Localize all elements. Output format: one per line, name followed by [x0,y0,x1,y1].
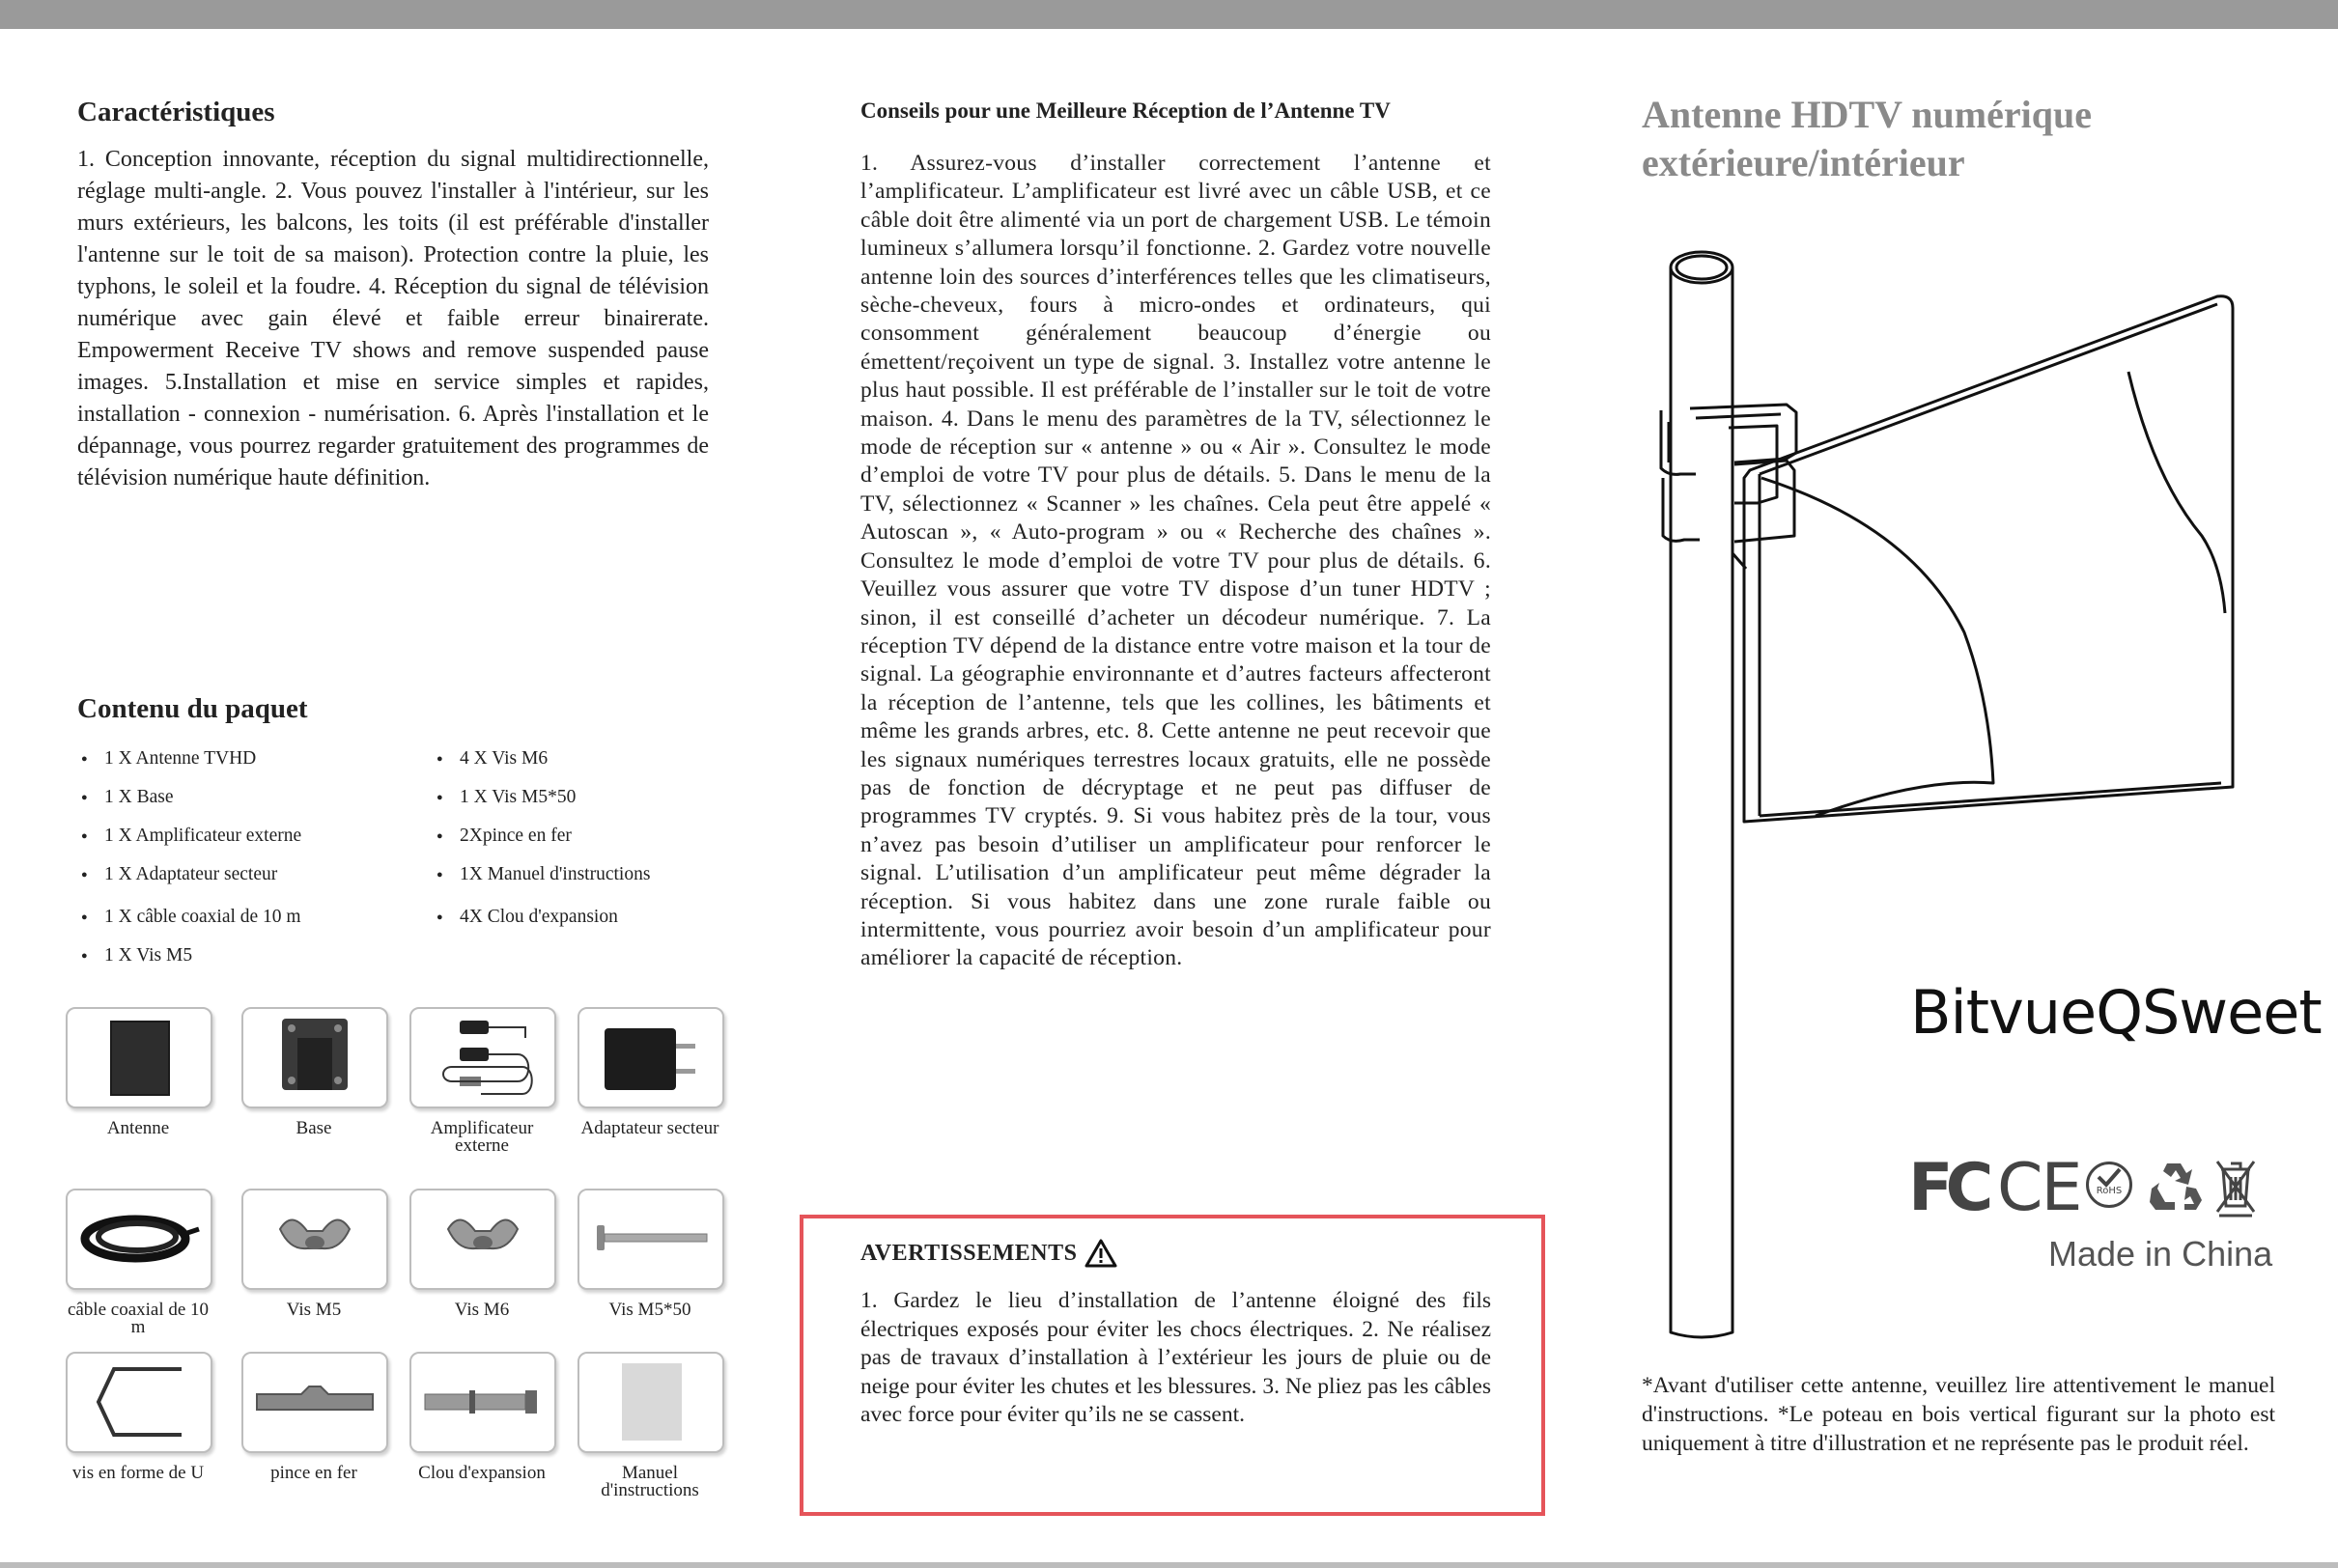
features-text: 1. Conception innovante, réception du signal multidirectionnelle, réglage multi-angle. 2. Vous pouvez l'installer à l'intérieur, sur les murs extérieurs, les balcons, les toits (il est préférable d'installer l'antenne sur le toit de sa maison). Protection contre la pluie, les typhons, le soleil et la foudre. 4. Réception du signal de télévision numérique avec gain élevé et faible erreur binairerate. Empowerment Receive TV shows and remove suspended pause images. 5.Installation et mise en service simples et rapides, installation - connexion - numérisation. 6. Après l'installation et le dépannage, vous pourrez regarder gratuitement des programmes de télévision numérique haute définition. [77,147,709,490]
bolt-icon [579,1190,722,1288]
item-caption: Vis M6 [454,1300,510,1320]
product-title [1642,91,2092,187]
ce-logo-icon: CE [1997,1150,2081,1226]
warnings-title: AVERTISSEMENTS [860,1240,1078,1266]
rohs-logo-icon: RoHS [2086,1162,2132,1208]
item-caption: pince en fer [270,1463,357,1483]
expansion-anchor-icon [411,1354,554,1451]
mount-base-icon [243,1009,386,1106]
tips-section [860,98,1491,973]
warning-icon [1084,1239,1117,1268]
package-item-manual [577,1352,722,1499]
package-item-amplifier [409,1007,554,1155]
warnings-section [860,1239,1491,1430]
package-item-antenna [66,1007,211,1137]
antenna-panel-icon [68,1009,211,1106]
tips-text: 1. Assurez-vous d’installer correctement l’antenne et l’amplificateur. L’amplificateur est livré avec un câble USB, et ce câble doit être alimenté via un port de chargement USB. Le témoin lumineux s’allumera lorsqu’il fonctionne. 2. Gardez votre nouvelle antenne loin des sources d’interférences telles que les climatiseurs, sèche-cheveux, fours à micro-ondes et ordinateurs, qui consomment généralement beaucoup d’énergie ou émettent/reçoivent un type de signal. 3. Installez votre antenne le plus haut possible. Il est préférable de l’installer sur le toit de votre maison. 4. Dans le menu des paramètres de la TV, sélectionnez le mode de réception sur « antenne » ou « Air ». Consultez le mode d’emploi de votre TV pour plus de détails. 5. Dans le menu de la TV, sélectionnez « Scanner » les chaînes. Cela peut être appelé « Autoscan », « Auto-program » ou « Recherche des chaînes ». Consultez le mode d’emploi de votre TV pour plus de détails. 6. Veuillez vous assurer que votre TV dispose d’un tuner HDTV ; sinon, il est conseillé d’acheter un décodeur numérique. 7. La réception TV dépend de la distance entre votre maison et la tour de signal. La géographie environnante et d’autres facteurs affecteront la réception de l’antenne, tels que les collines, les bâtiments et même les grands arbres, etc. 8. Cette antenne ne peut recevoir que les signaux numériques terrestres locaux gratuits, elle ne possède pas de fonction de décryptage et ne peut pas diffuser de programmes TV cryptés. 9. Si vous habitez près de la tour, vous n’avez pas besoin d’utiliser un amplificateur pour renforcer le signal. L’utilisation d’un amplificateur peut même dégrader la réception. Si vous habitez dans une zone rurale faible ou intermittente, vous pourriez avoir besoin d’un amplificateur pour améliorer la capacité de réception. [860,151,1491,971]
package-item-u-bolt [66,1352,211,1482]
left-column [77,97,709,494]
wing-nut-icon [411,1190,554,1288]
item-caption: Vis M5*50 [608,1300,691,1320]
item-caption: Clou d'expansion [418,1463,546,1483]
fc-logo-icon: FC [1908,1150,1986,1226]
list-item: ● 1 X Vis M5*50 [437,784,650,823]
package-item-base [241,1007,386,1137]
item-caption: Manuel d'instructions [601,1463,699,1500]
item-caption: Adaptateur secteur [580,1118,719,1138]
item-caption: vis en forme de U [71,1463,205,1483]
disclaimer-note: *Avant d'utiliser cette antenne, veuillez lire attentivement le manuel d'instructions. *Le poteau en bois vertical figurant sur la photo est uniquement à titre d'illustration et ne représente pas le produit réel. [1642,1373,2275,1456]
package-list-col1 [81,745,301,981]
item-caption: câble coaxial de 10 m [67,1300,210,1337]
features-title: Caractéristiques [77,97,275,127]
list-item: ● 1X Manuel d'instructions [437,861,650,904]
item-caption: Amplificateur externe [430,1118,534,1156]
certification-logos [1908,1150,2275,1226]
list-item: ● 1 X câble coaxial de 10 m [81,904,301,942]
package-item-bolt [577,1189,722,1319]
item-caption: Base [296,1118,332,1138]
package-item-coax [66,1189,211,1336]
product-title-line1: Antenne HDTV numérique [1642,93,2092,136]
wing-nut-icon [243,1190,386,1288]
package-item-screw-m6 [409,1189,554,1319]
amplifier-icon [411,1009,554,1106]
top-bar [0,0,2338,29]
list-item: ● 1 X Antenne TVHD [81,745,301,784]
list-item: ● 4 X Vis M6 [437,745,650,784]
product-title-line2: extérieure/intérieur [1642,141,1965,184]
tips-title: Conseils pour une Meilleure Réception de l’Antenne TV [860,98,1391,123]
warnings-text: 1. Gardez le lieu d’installation de l’antenne éloigné des fils électriques exposés pour éviter les chocs électriques. 2. Ne réalisez pas de travaux d’installation à l’extérieur les jours de pluie ou de neige pour éviter les chutes et les blessures. 3. Ne pliez pas les câbles avec force pour éviter qu’ils ne se cassent. [860,1288,1491,1427]
list-item: ● 1 X Adaptateur secteur [81,861,301,904]
list-item: ● 4X Clou d'expansion [437,904,650,942]
package-item-adapter [577,1007,722,1137]
list-item: ● 2Xpince en fer [437,823,650,861]
package-item-screw-m5 [241,1189,386,1319]
list-item: ● 1 X Amplificateur externe [81,823,301,861]
manual-icon [579,1354,722,1451]
package-item-iron-clamp [241,1352,386,1482]
bottom-bar [0,1562,2338,1568]
iron-clamp-icon [243,1354,386,1451]
item-caption: Vis M5 [286,1300,342,1320]
weee-bin-icon [2213,1156,2258,1218]
recycle-icon [2146,1160,2204,1214]
power-adapter-icon [579,1009,722,1106]
list-item: ● 1 X Base [81,784,301,823]
brand-name: BitvueQSweet [1910,977,2322,1048]
list-item: ● 1 X Vis M5 [81,942,301,981]
made-in-label: Made in China [2048,1234,2273,1274]
package-title: Contenu du paquet [77,693,308,724]
package-list-col2 [437,745,650,942]
package-item-expansion-anchor [409,1352,554,1482]
u-bolt-icon [68,1354,211,1451]
coax-cable-icon [68,1190,211,1288]
item-caption: Antenne [106,1118,170,1138]
